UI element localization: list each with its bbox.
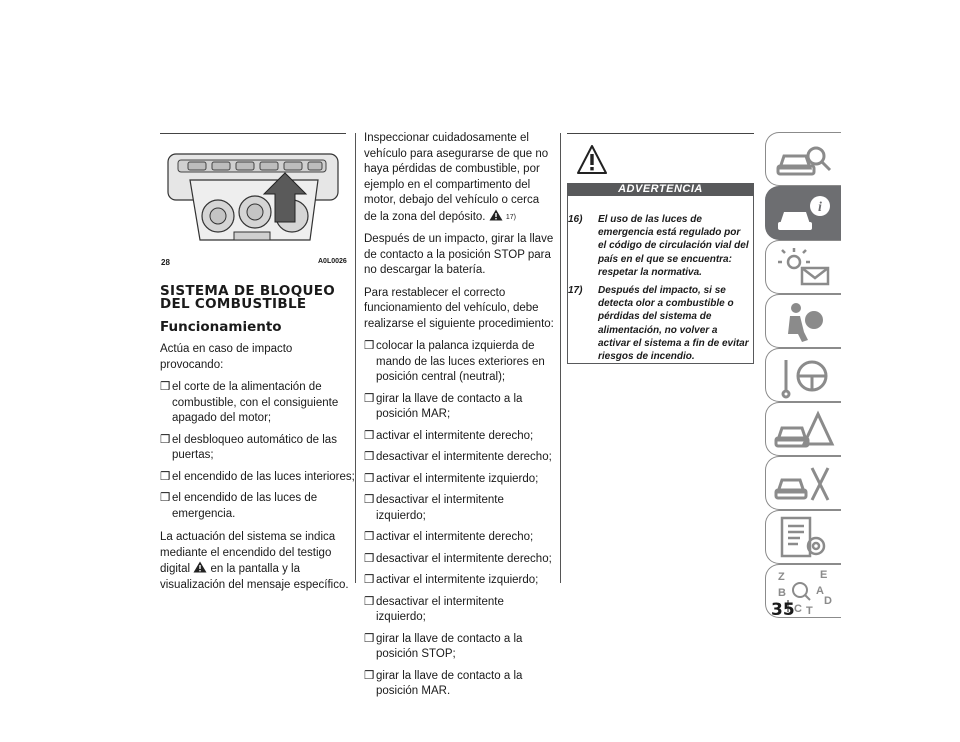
warning-item-text: Después del impacto, si se detecta olor a combustible o pérdidas del sistema de alimentación, no volver a activar el sistema a fin de evitar riesgos de incendio.: [598, 285, 749, 363]
checkbox-icon: ❒: [160, 433, 171, 446]
intro-text: Actúa en caso de impacto provocando:: [160, 343, 293, 371]
sidebar-tab-safety[interactable]: [765, 294, 841, 348]
checkbox-icon: ❒: [364, 451, 375, 463]
warning-item-number: 16): [568, 214, 583, 225]
list-item: ❒ desactivar el intermitente izquierdo;: [364, 494, 504, 522]
list-item: ❒ el desbloqueo automático de las puertas;: [160, 433, 337, 461]
checkbox-icon: ❒: [160, 381, 171, 393]
inspect-text: Inspeccionar cuidadosamente el vehículo para asegurarse de que no haya pérdidas de combustible, por ejemplo en el compartimento del motor, debajo del vehículo o cerca de la zona del depósito. 17): [364, 132, 549, 223]
warning-triangle-icon: [489, 209, 503, 221]
reference-note: 17): [505, 213, 517, 221]
svg-text:C: C: [794, 603, 802, 615]
list-item: ❒ activar el intermitente derecho;: [364, 429, 554, 445]
checkbox-icon: ❒: [364, 669, 375, 682]
top-rule-right: [567, 133, 754, 134]
section-title: SISTEMA DE BLOQUEO DEL COMBUSTIBLE: [160, 283, 336, 312]
checkbox-icon: ❒: [364, 340, 375, 352]
svg-text:i: i: [818, 200, 822, 215]
svg-text:Z: Z: [778, 571, 785, 583]
list-item: ❒ el corte de la alimentación de combustible, con el consiguiente apagado del motor;: [160, 381, 339, 424]
passenger-airbag-icon: [772, 298, 836, 346]
list-item: ❒ desactivar el intermitente izquierdo;: [364, 595, 504, 623]
restore-steps-list: [364, 339, 554, 700]
restore-intro-text: Para restablecer el correcto funcionamiento del vehículo, debe realizarse el siguiente procedimiento:: [364, 286, 554, 330]
list-item: ❒ girar la llave de contacto a la posición STOP;: [364, 632, 523, 660]
list-item: ❒ el encendido de las luces interiores;: [160, 470, 355, 486]
warning-triangle-icon: [193, 561, 207, 573]
warning-item: [568, 284, 750, 363]
list-item: ❒ el encendido de las luces de emergencia.: [160, 492, 318, 520]
document-gear-icon: [772, 514, 836, 562]
checkbox-icon: ❒: [364, 494, 375, 506]
activation-text: La actuación del sistema se indica mediante el encendido del testigo digital en la pantalla y la visualización del mensaje específico.: [160, 531, 349, 591]
svg-text:B: B: [778, 587, 786, 599]
sidebar-tab-starting-driving[interactable]: [765, 348, 841, 402]
warning-item-number: 17): [568, 285, 583, 297]
car-tools-icon: [772, 460, 836, 508]
warning-light-mail-icon: [772, 244, 836, 292]
checkbox-icon: ❒: [364, 429, 375, 442]
column-divider-2: [560, 133, 561, 583]
list-item: ❒ activar el intermitente izquierdo;: [364, 573, 554, 589]
sidebar-tab-car-search[interactable]: [765, 132, 841, 186]
list-item: ❒ colocar la palanca izquierda de mando de las luces exteriores en posición central (neutral);: [364, 340, 545, 383]
checkbox-icon: ❒: [364, 595, 375, 608]
car-info-icon: [772, 190, 836, 238]
checkbox-icon: ❒: [160, 492, 171, 504]
list-item: ❒ activar el intermitente derecho;: [364, 530, 554, 546]
svg-text:D: D: [824, 595, 832, 607]
checkbox-icon: ❒: [364, 392, 375, 405]
list-item: ❒ girar la llave de contacto a la posición MAR;: [364, 392, 523, 420]
warning-item: [568, 213, 750, 279]
column-1-body: [160, 342, 355, 600]
car-warning-triangle-icon: [772, 406, 836, 454]
checkbox-icon: ❒: [364, 574, 375, 586]
dashboard-control-panel-figure: [160, 140, 346, 252]
car-search-icon: [772, 136, 836, 184]
checkbox-icon: ❒: [364, 552, 375, 565]
sidebar-tab-emergency[interactable]: [765, 402, 841, 456]
warning-list: [568, 213, 750, 368]
list-item: ❒ desactivar el intermitente derecho;: [364, 450, 554, 466]
column-2-body: [364, 131, 554, 706]
list-item: ❒ desactivar el intermitente derecho;: [364, 552, 554, 568]
list-item: ❒ activar el intermitente izquierdo;: [364, 472, 554, 488]
svg-text:E: E: [820, 569, 828, 581]
checkbox-icon: ❒: [160, 470, 171, 483]
sidebar-tab-car-info[interactable]: [765, 186, 841, 240]
warning-item-text: El uso de las luces de emergencia está regulado por el código de circulación vial del país en el que se encuentra: respetar la normativa.: [598, 214, 749, 278]
checkbox-icon: ❒: [364, 531, 375, 543]
after-impact-text: Después de un impacto, girar la llave de contacto a la posición STOP para no descargar la batería.: [364, 233, 554, 276]
figure-code: A0L0026: [318, 258, 347, 265]
top-rule-left: [160, 133, 346, 134]
effects-list: [160, 380, 355, 522]
figure-number: 28: [161, 258, 170, 267]
warning-triangle-icon: [577, 145, 607, 175]
checkbox-icon: ❒: [364, 472, 375, 485]
list-item: ❒ girar la llave de contacto a la posición MAR.: [364, 669, 523, 697]
warning-header: ADVERTENCIA: [567, 183, 754, 196]
sidebar-tab-technical-data[interactable]: [765, 510, 841, 564]
sidebar-tab-warning-lights[interactable]: [765, 240, 841, 294]
checkbox-icon: ❒: [364, 632, 375, 645]
section-subtitle: Funcionamiento: [160, 319, 282, 335]
page-number: 35: [771, 600, 795, 620]
svg-text:A: A: [816, 585, 824, 597]
key-steering-wheel-icon: [772, 352, 836, 400]
svg-text:T: T: [806, 605, 813, 616]
sidebar-tab-maintenance[interactable]: [765, 456, 841, 510]
column-divider-1: [355, 133, 356, 583]
